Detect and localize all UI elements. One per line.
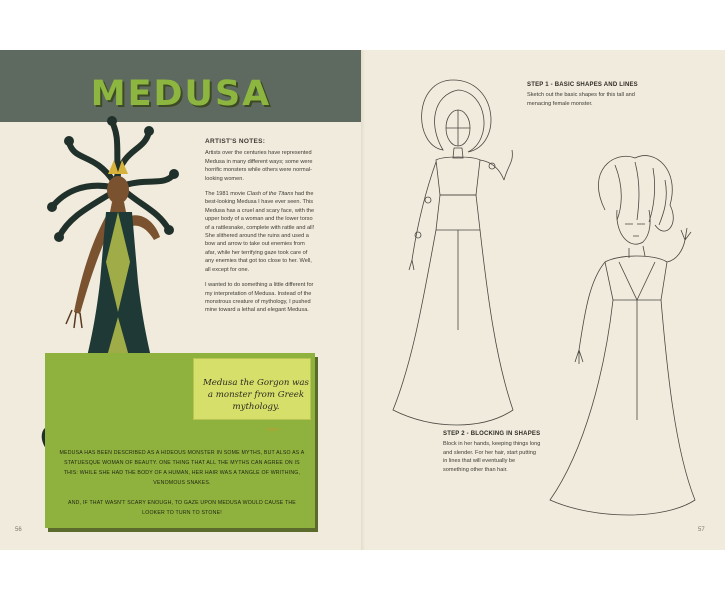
fact-paragraph-2: AND, IF THAT WASN'T SCARY ENOUGH, TO GAZE UPON MEDUSA WOULD CAUSE THE LOOKER TO TURN TO STONE! <box>68 500 296 516</box>
step-1-title: STEP 1 - BASIC SHAPES AND LINES <box>527 82 638 88</box>
page-gutter <box>361 50 365 550</box>
step-2-block <box>443 430 541 474</box>
artist-notes-paragraph-1: Artists over the centuries have represented Medusa in many different ways; some were horrific monsters while others were normal-looking women. <box>205 150 313 182</box>
artist-notes-paragraph-3: I wanted to do something a little different for my interpretation of Medusa. Instead of the monstrous creature of mythology, I pushed mine toward a lethal and elegant Medusa. <box>205 282 314 314</box>
step-2-sketch <box>545 150 705 530</box>
artist-notes <box>205 138 317 322</box>
artist-notes-paragraph-2 <box>205 190 317 274</box>
swirl-ornament-icon: ~∞~ <box>265 425 281 434</box>
page-title: MEDUSA <box>90 74 272 114</box>
movie-title: Clash of the Titans <box>246 191 294 198</box>
fact-box-text <box>57 448 307 528</box>
step-2-title: STEP 2 - BLOCKING IN SHAPES <box>443 431 541 437</box>
step-2-text: Block in her hands, keeping things long and slender. For her hair, start putting in lines that will eventually be something other than hair. <box>443 441 541 473</box>
fact-box <box>45 353 315 528</box>
book-spread <box>0 50 725 550</box>
step-1-block <box>527 81 647 108</box>
artist-notes-paragraph-2-start: The 1981 movie <box>205 191 247 198</box>
callout-text: Medusa the Gorgon was a monster from Greek mythology. <box>203 378 309 412</box>
fact-paragraph-1: MEDUSA HAS BEEN DESCRIBED AS A HIDEOUS MONSTER IN SOME MYTHS, BUT ALSO AS A STATUESQUE WOMAN OF BEAUTY. ONE THING THAT ALL THE MYTHS CAN AGREE ON IS THIS: WHILE SHE HAD THE BODY OF A HUMAN, HER HAIR WAS A TANGLE OF WRITHING, VENOMOUS SNAKES. <box>59 450 305 486</box>
step-1-sketch <box>388 70 518 450</box>
artist-notes-heading: ARTIST'S NOTES: <box>205 138 266 145</box>
right-page-number: 57 <box>698 527 705 533</box>
left-page-number: 56 <box>15 527 22 533</box>
step-1-text: Sketch out the basic shapes for this tall and menacing female monster. <box>527 92 635 107</box>
artist-notes-paragraph-2-end: had the best-looking Medusa I have ever seen. This Medusa has a cruel and scary face, with the upper body of a woman and the lower torso of a rattlesnake, complete with rattle and all! She slithered around the ruins and used a bow and arrow to take out enemies from afar, while her terrifying gaze took care of any enemies that got too close to her. Well, all except for one. <box>205 191 315 273</box>
